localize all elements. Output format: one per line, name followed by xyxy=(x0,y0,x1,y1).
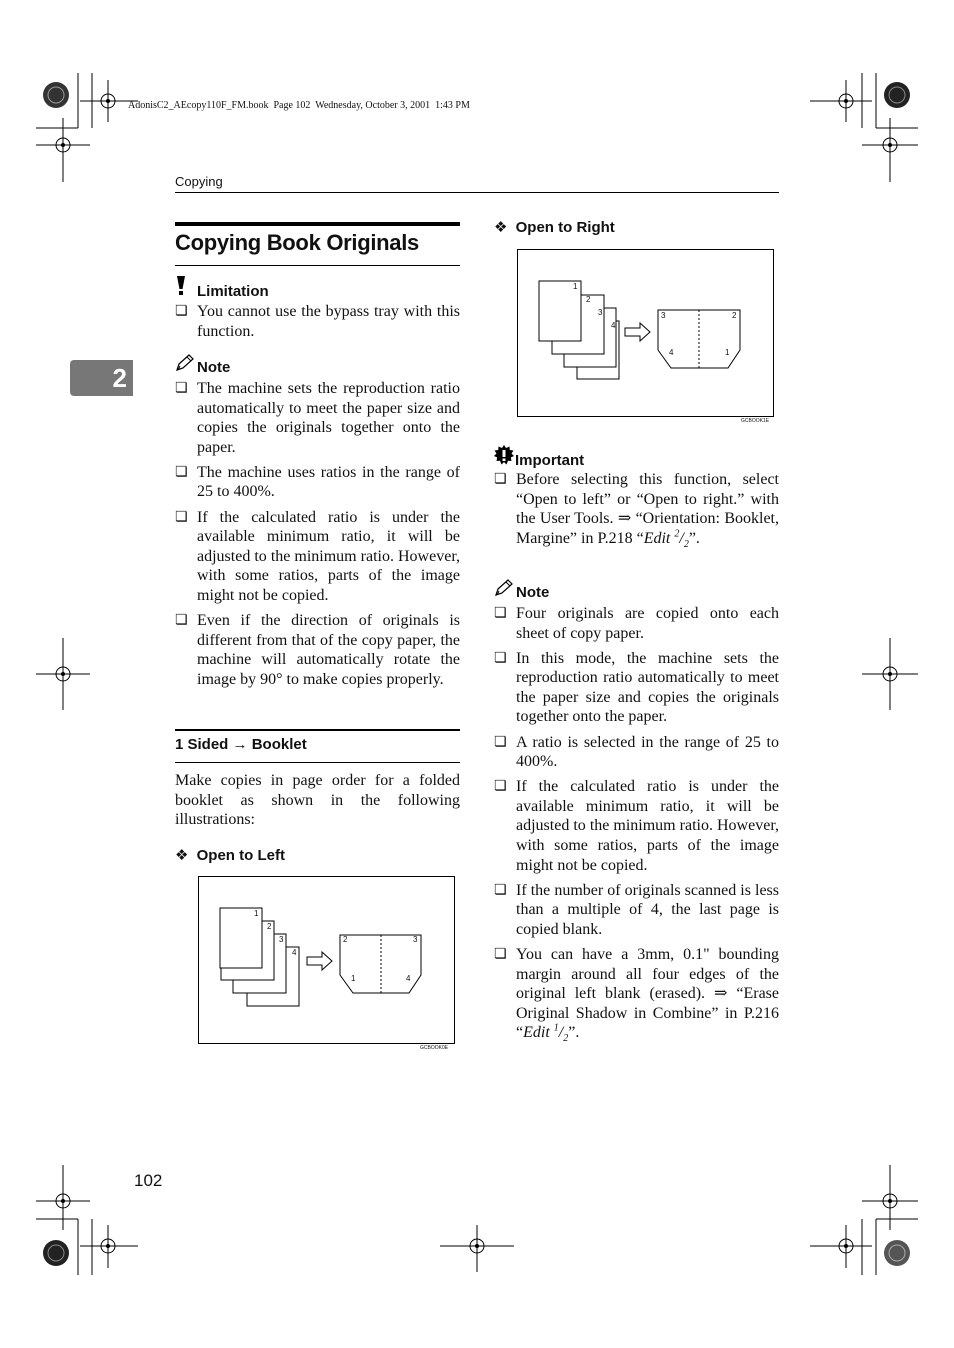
note-block-right xyxy=(494,579,779,1048)
page-number: 102 xyxy=(134,1171,163,1190)
note-item: ❏ You can have a 3mm, 0.1" bounding margin around all four edges of the original left blank (erased). ⇒ “Erase Original Shadow in Combine” in P.216 “Edit $^1/_2$”. xyxy=(494,945,779,1043)
open-left-code: GCBOOK0E xyxy=(420,1045,449,1051)
note-item: ❏ The machine sets the reproduction ratio automatically to meet the paper size and copies the originals together onto the paper. xyxy=(175,379,460,457)
limitation-item: ❏ You cannot use the bypass tray with this function. xyxy=(175,302,460,341)
original-page-3: 3 xyxy=(279,935,284,944)
open-right-figure xyxy=(517,249,774,417)
important-ref: Edit xyxy=(643,529,675,547)
original-page-3: 3 xyxy=(598,308,603,317)
note-item: ❏ If the number of originals scanned is less than a multiple of 4, the last page is copied blank. xyxy=(494,881,779,940)
original-page-2: 2 xyxy=(586,295,591,304)
original-page-4: 4 xyxy=(292,948,297,957)
section-title: Copying Book Originals xyxy=(175,230,419,255)
note-item: ❏ If the calculated ratio is under the available minimum ratio, it will be adjusted to the minimum ratio. However, with some ratios, parts of the image might not be copied. xyxy=(175,508,460,606)
chapter-number: 2 xyxy=(112,363,127,393)
diamond-bullet-icon: ❖ xyxy=(175,847,189,864)
subsection-title xyxy=(175,736,307,753)
note-item-text: You can have a 3mm, 0.1" bounding margin around all four edges of the original left blank (erased). ⇒ “Erase Original Shadow in Combine” in P.216 “ xyxy=(516,946,779,1042)
arrow-right-icon: → xyxy=(232,736,248,753)
subsection-underline xyxy=(175,762,460,763)
open-right-heading xyxy=(494,218,615,236)
important-block xyxy=(494,447,779,554)
limitation-heading: Limitation xyxy=(197,283,269,300)
important-icon xyxy=(494,445,514,469)
booklet-page-bottom-right: 1 xyxy=(725,348,730,357)
original-page-1: 1 xyxy=(573,282,578,291)
open-right-label: Open to Right xyxy=(515,219,615,236)
booklet-page-bottom-left: 1 xyxy=(351,974,356,983)
important-ref-den: 2 xyxy=(683,538,689,550)
note-heading: Note xyxy=(516,584,550,601)
diamond-bullet-icon: ❖ xyxy=(494,219,508,236)
subsection-rule xyxy=(175,729,460,731)
booklet-page-top-left: 2 xyxy=(343,935,348,944)
note-block-left xyxy=(175,354,460,695)
booklet-page-top-right: 3 xyxy=(413,935,418,944)
important-heading: Important xyxy=(515,452,585,469)
open-left-label: Open to Left xyxy=(196,847,285,864)
booklet-page-bottom-left: 4 xyxy=(669,348,674,357)
note-item: ❏ The machine uses ratios in the range of 25 to 400%. xyxy=(175,463,460,502)
open-left-figure xyxy=(198,876,455,1044)
important-ref-end: ”. xyxy=(688,529,700,547)
booklet-page-top-right: 2 xyxy=(732,311,737,320)
note-item: ❏ In this mode, the machine sets the reproduction ratio automatically to meet the paper size and copies the originals together onto the paper. xyxy=(494,649,779,727)
note-ref-den: 2 xyxy=(563,1033,569,1045)
note-item: ❏ Four originals are copied onto each sheet of copy paper. xyxy=(494,604,779,643)
booklet-page-top-left: 3 xyxy=(661,311,666,320)
important-ref-num: 2 xyxy=(674,528,680,540)
open-right-code: GCBOOK1E xyxy=(741,418,770,424)
original-page-4: 4 xyxy=(611,321,616,330)
section-title-rule xyxy=(175,222,460,226)
subsection-title-end: Booklet xyxy=(251,736,307,753)
note-ref-end: ”. xyxy=(568,1024,580,1042)
running-header: Copying xyxy=(175,174,223,189)
original-page-1: 1 xyxy=(254,909,259,918)
open-right-illustration xyxy=(518,250,773,416)
note-item: ❏ A ratio is selected in the range of 25 to 400%. xyxy=(494,733,779,772)
chapter-tab xyxy=(70,360,133,396)
limitation-block xyxy=(175,278,460,347)
note-item: ❏ Even if the direction of originals is different from that of the copy paper, the machine will automatically rotate the image by 90° to make copies properly. xyxy=(175,611,460,689)
section-title-underline xyxy=(175,265,460,266)
print-header: AdonisC2_AEcopy110F_FM.book Page 102 Wednesday, October 3, 2001 1:43 PM xyxy=(128,100,470,111)
header-rule xyxy=(175,192,779,193)
note-ref: Edit xyxy=(523,1024,554,1042)
open-left-illustration xyxy=(199,877,454,1043)
booklet-page-bottom-right: 4 xyxy=(406,974,411,983)
original-page-2: 2 xyxy=(267,922,272,931)
open-left-heading xyxy=(175,846,285,864)
note-pencil-icon xyxy=(494,579,514,601)
subsection-intro: Make copies in page order for a folded booklet as shown in the following illustrations: xyxy=(175,772,460,829)
important-item-text: Before selecting this function, select “Open to left” or “Open to right.” with the User Tools. ⇒ “Orientation: Booklet, Margine” in P.218 “ xyxy=(516,471,779,547)
note-ref-num: 1 xyxy=(553,1023,559,1035)
subsection-title-start: 1 Sided xyxy=(175,736,229,753)
important-item: ❏ Before selecting this function, select “Open to left” or “Open to right.” with the User Tools. ⇒ “Orientation: Booklet, Margine” in P.218 “Edit $^2/_2$”. xyxy=(494,470,779,548)
note-item: ❏ If the calculated ratio is under the available minimum ratio, it will be adjusted to the minimum ratio. However, with some ratios, parts of the image might not be copied. xyxy=(494,777,779,875)
limitation-icon xyxy=(175,276,191,300)
note-heading: Note xyxy=(197,359,231,376)
note-pencil-icon xyxy=(175,354,195,376)
